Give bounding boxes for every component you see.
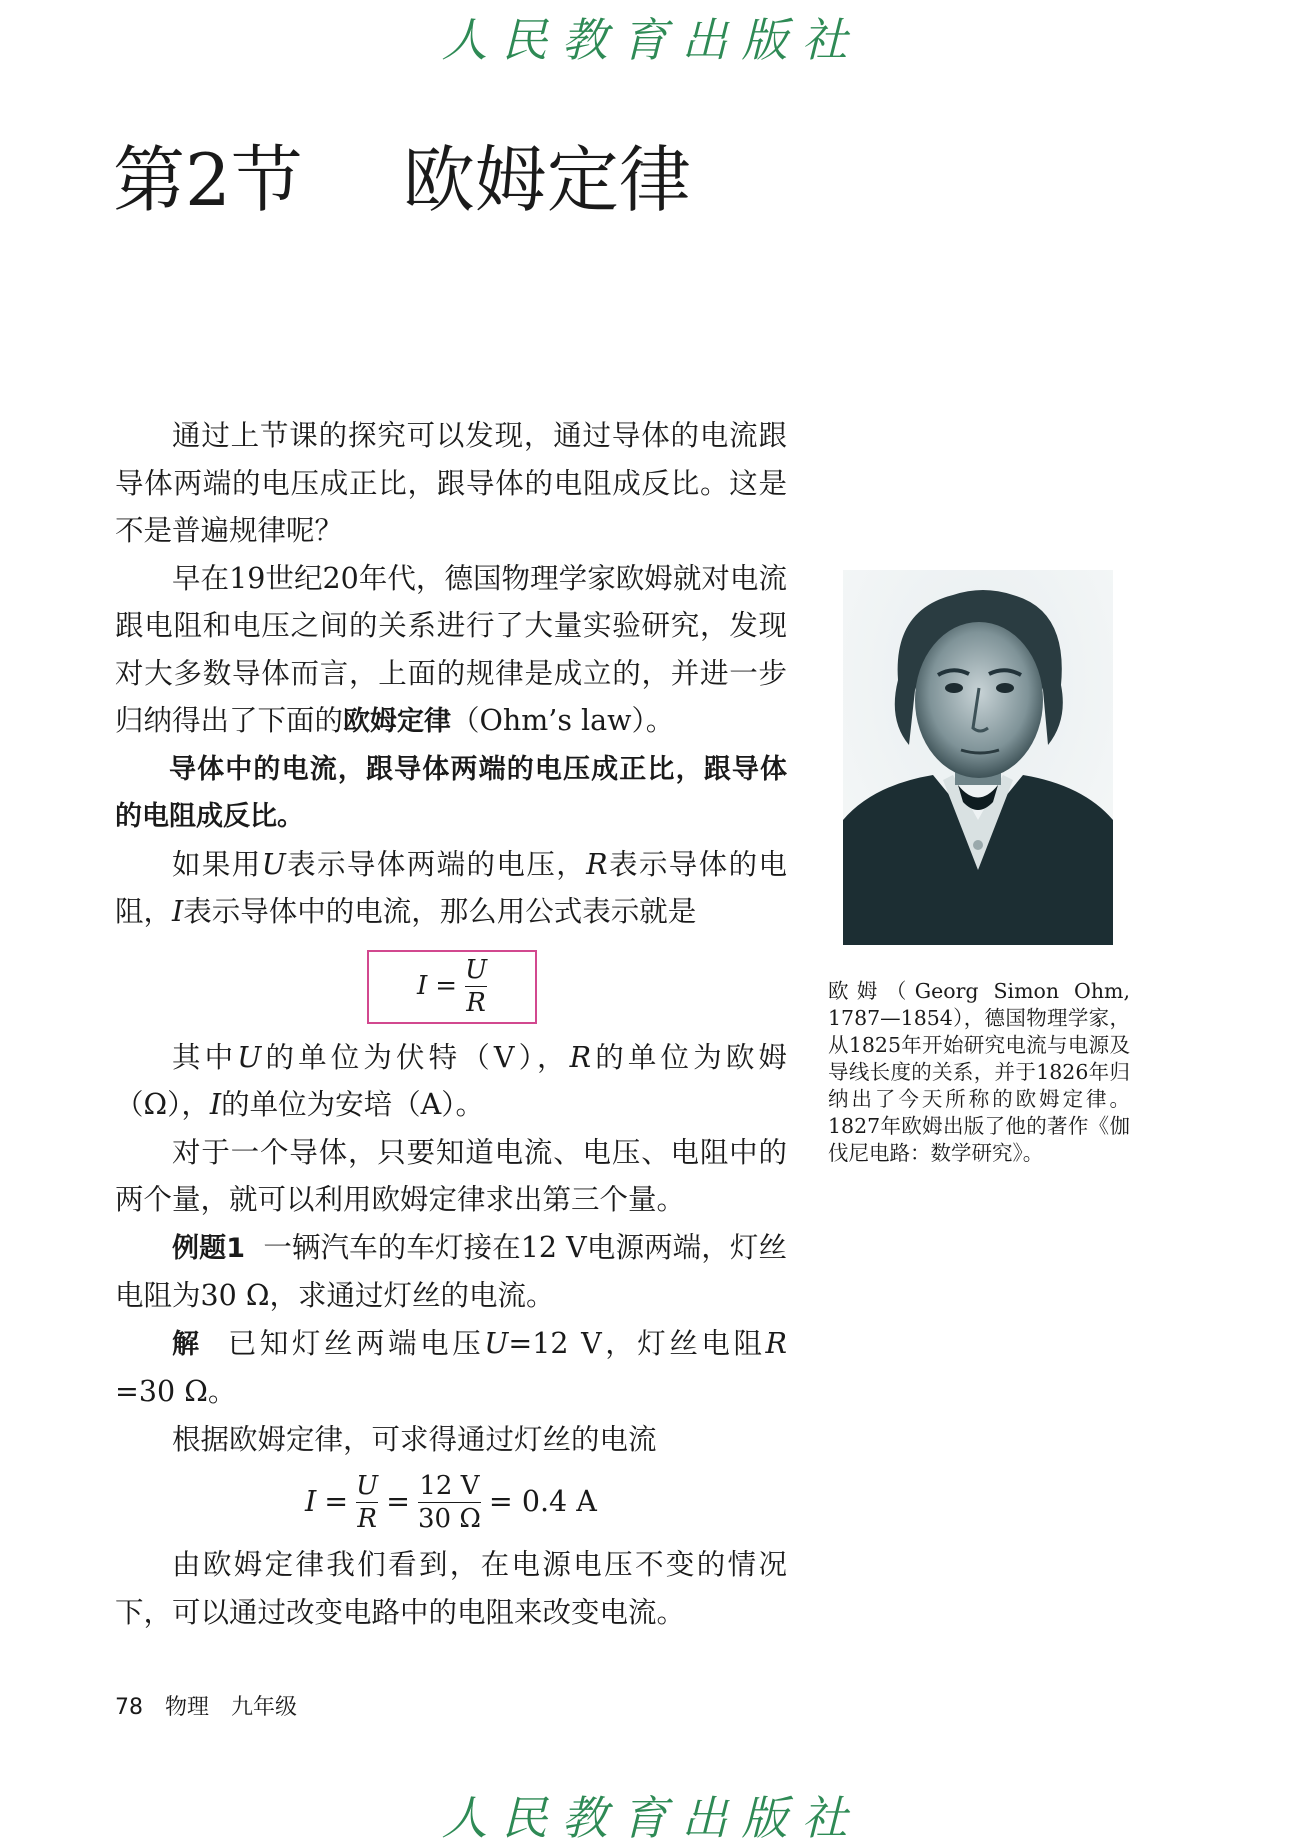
symbols-text: 表示导体中的电流，那么用公式表示就是 xyxy=(183,895,697,928)
grade-name: 九年级 xyxy=(231,1695,298,1720)
symbols-text: 表示导体两端的电压， xyxy=(285,847,587,881)
solution-step: 根据欧姆定律，可求得通过灯丝的电流 xyxy=(172,1422,657,1456)
calc-denominator: R xyxy=(357,1503,377,1534)
units-text: 其中 xyxy=(172,1040,238,1074)
example-label: 例题1 xyxy=(172,1232,245,1264)
calc-lhs: I xyxy=(305,1485,317,1519)
publisher-brand-top: 人民教育出版社 xyxy=(441,13,862,67)
paragraph-third-quantity: 对于一个导体，只要知道电流、电压、电阻中的两个量，就可以利用欧姆定律求出第三个量。 xyxy=(115,1135,787,1216)
calc-result: = 0.4 A xyxy=(488,1485,597,1519)
page-footer xyxy=(115,1690,319,1721)
formula-fraction xyxy=(465,954,487,1019)
units-text: 的单位为伏特（V）， xyxy=(261,1040,570,1074)
example-text: 一辆汽车的车灯接在12 V电源两端，灯丝电阻为30 Ω，求通过灯丝的电流。 xyxy=(115,1230,787,1312)
symbol-u: U xyxy=(237,1040,262,1074)
formula-denominator: R xyxy=(466,988,486,1018)
paragraph-symbols xyxy=(115,841,787,936)
symbol-r: R xyxy=(569,1040,592,1074)
law-statement: 导体中的电流，跟导体两端的电压成正比，跟导体的电阻成反比。 xyxy=(115,753,787,832)
calc-numerator-value: 12 V xyxy=(419,1470,480,1501)
symbol-i: I xyxy=(209,1088,222,1121)
section-title xyxy=(113,135,691,225)
symbols-text: 表示导体的电阻， xyxy=(115,847,787,928)
paragraph-intro: 通过上节课的探究可以发现，通过导体的电流跟导体两端的电压成正比，跟导体的电阻成反比。这是不是普遍规律呢？ xyxy=(115,419,787,547)
solution xyxy=(115,1320,787,1416)
page-number: 78 xyxy=(115,1695,143,1720)
symbol-u: U xyxy=(484,1326,509,1360)
portrait-caption: 欧姆（Georg Simon Ohm, 1787—1854），德国物理学家，从1825年开始研究电流与电源及导线长度的关系，并于1826年归纳出了今天所称的欧姆定律。1827年欧姆出版了他的著作《伽伐尼电路：数学研究》。 xyxy=(828,979,1130,1165)
symbols-text: 如果用 xyxy=(172,847,262,881)
solution-text: 已知灯丝两端电压 xyxy=(227,1326,485,1360)
symbol-r: R xyxy=(765,1326,787,1360)
calc-denominator-value: 30 Ω xyxy=(417,1503,481,1534)
ohm-portrait xyxy=(843,570,1113,945)
symbol-u: U xyxy=(261,847,286,881)
solution-text: =30 Ω。 xyxy=(115,1375,237,1408)
units-text: 的单位为安培（A）。 xyxy=(221,1088,484,1121)
formula-numerator: U xyxy=(465,955,487,985)
calc-numerator: U xyxy=(356,1470,379,1501)
formula-lhs: I xyxy=(417,970,428,1001)
formula-equals: = xyxy=(435,970,458,1001)
example-1 xyxy=(115,1224,787,1320)
history-text-end: （Ohm’s law）。 xyxy=(451,704,675,737)
section-name: 欧姆定律 xyxy=(402,138,691,222)
solution-text: =12 V，灯丝电阻 xyxy=(508,1326,766,1360)
term-ohms-law: 欧姆定律 xyxy=(343,706,452,737)
symbol-i: I xyxy=(172,895,184,928)
units-text: 的单位为欧姆（Ω）， xyxy=(115,1040,787,1121)
calc-fraction-symbolic xyxy=(356,1470,378,1535)
paragraph-history xyxy=(115,555,787,746)
subject-name: 物理 xyxy=(165,1695,210,1720)
calc-equals: = xyxy=(386,1485,410,1519)
calc-equals: = xyxy=(324,1485,349,1519)
calculation-equation xyxy=(115,1463,787,1541)
history-text: 早在19世纪20年代，德国物理学家欧姆就对电流跟电阻和电压之间的关系进行了大量实验研究，发现对大多数导体而言，上面的规律是成立的，并进一步归纳得出了下面的 xyxy=(115,561,787,737)
calc-fraction-numeric xyxy=(418,1470,481,1535)
section-number: 第2节 xyxy=(113,138,303,222)
main-text xyxy=(115,412,787,1636)
paragraph-conclusion: 由欧姆定律我们看到，在电源电压不变的情况下，可以通过改变电路中的电阻来改变电流。 xyxy=(115,1548,787,1629)
ohms-law-formula-box xyxy=(367,950,537,1024)
symbol-r: R xyxy=(586,847,608,881)
publisher-brand-bottom: 人民教育出版社 xyxy=(441,1791,862,1845)
paragraph-units xyxy=(115,1034,787,1129)
solution-label: 解 xyxy=(172,1328,203,1360)
